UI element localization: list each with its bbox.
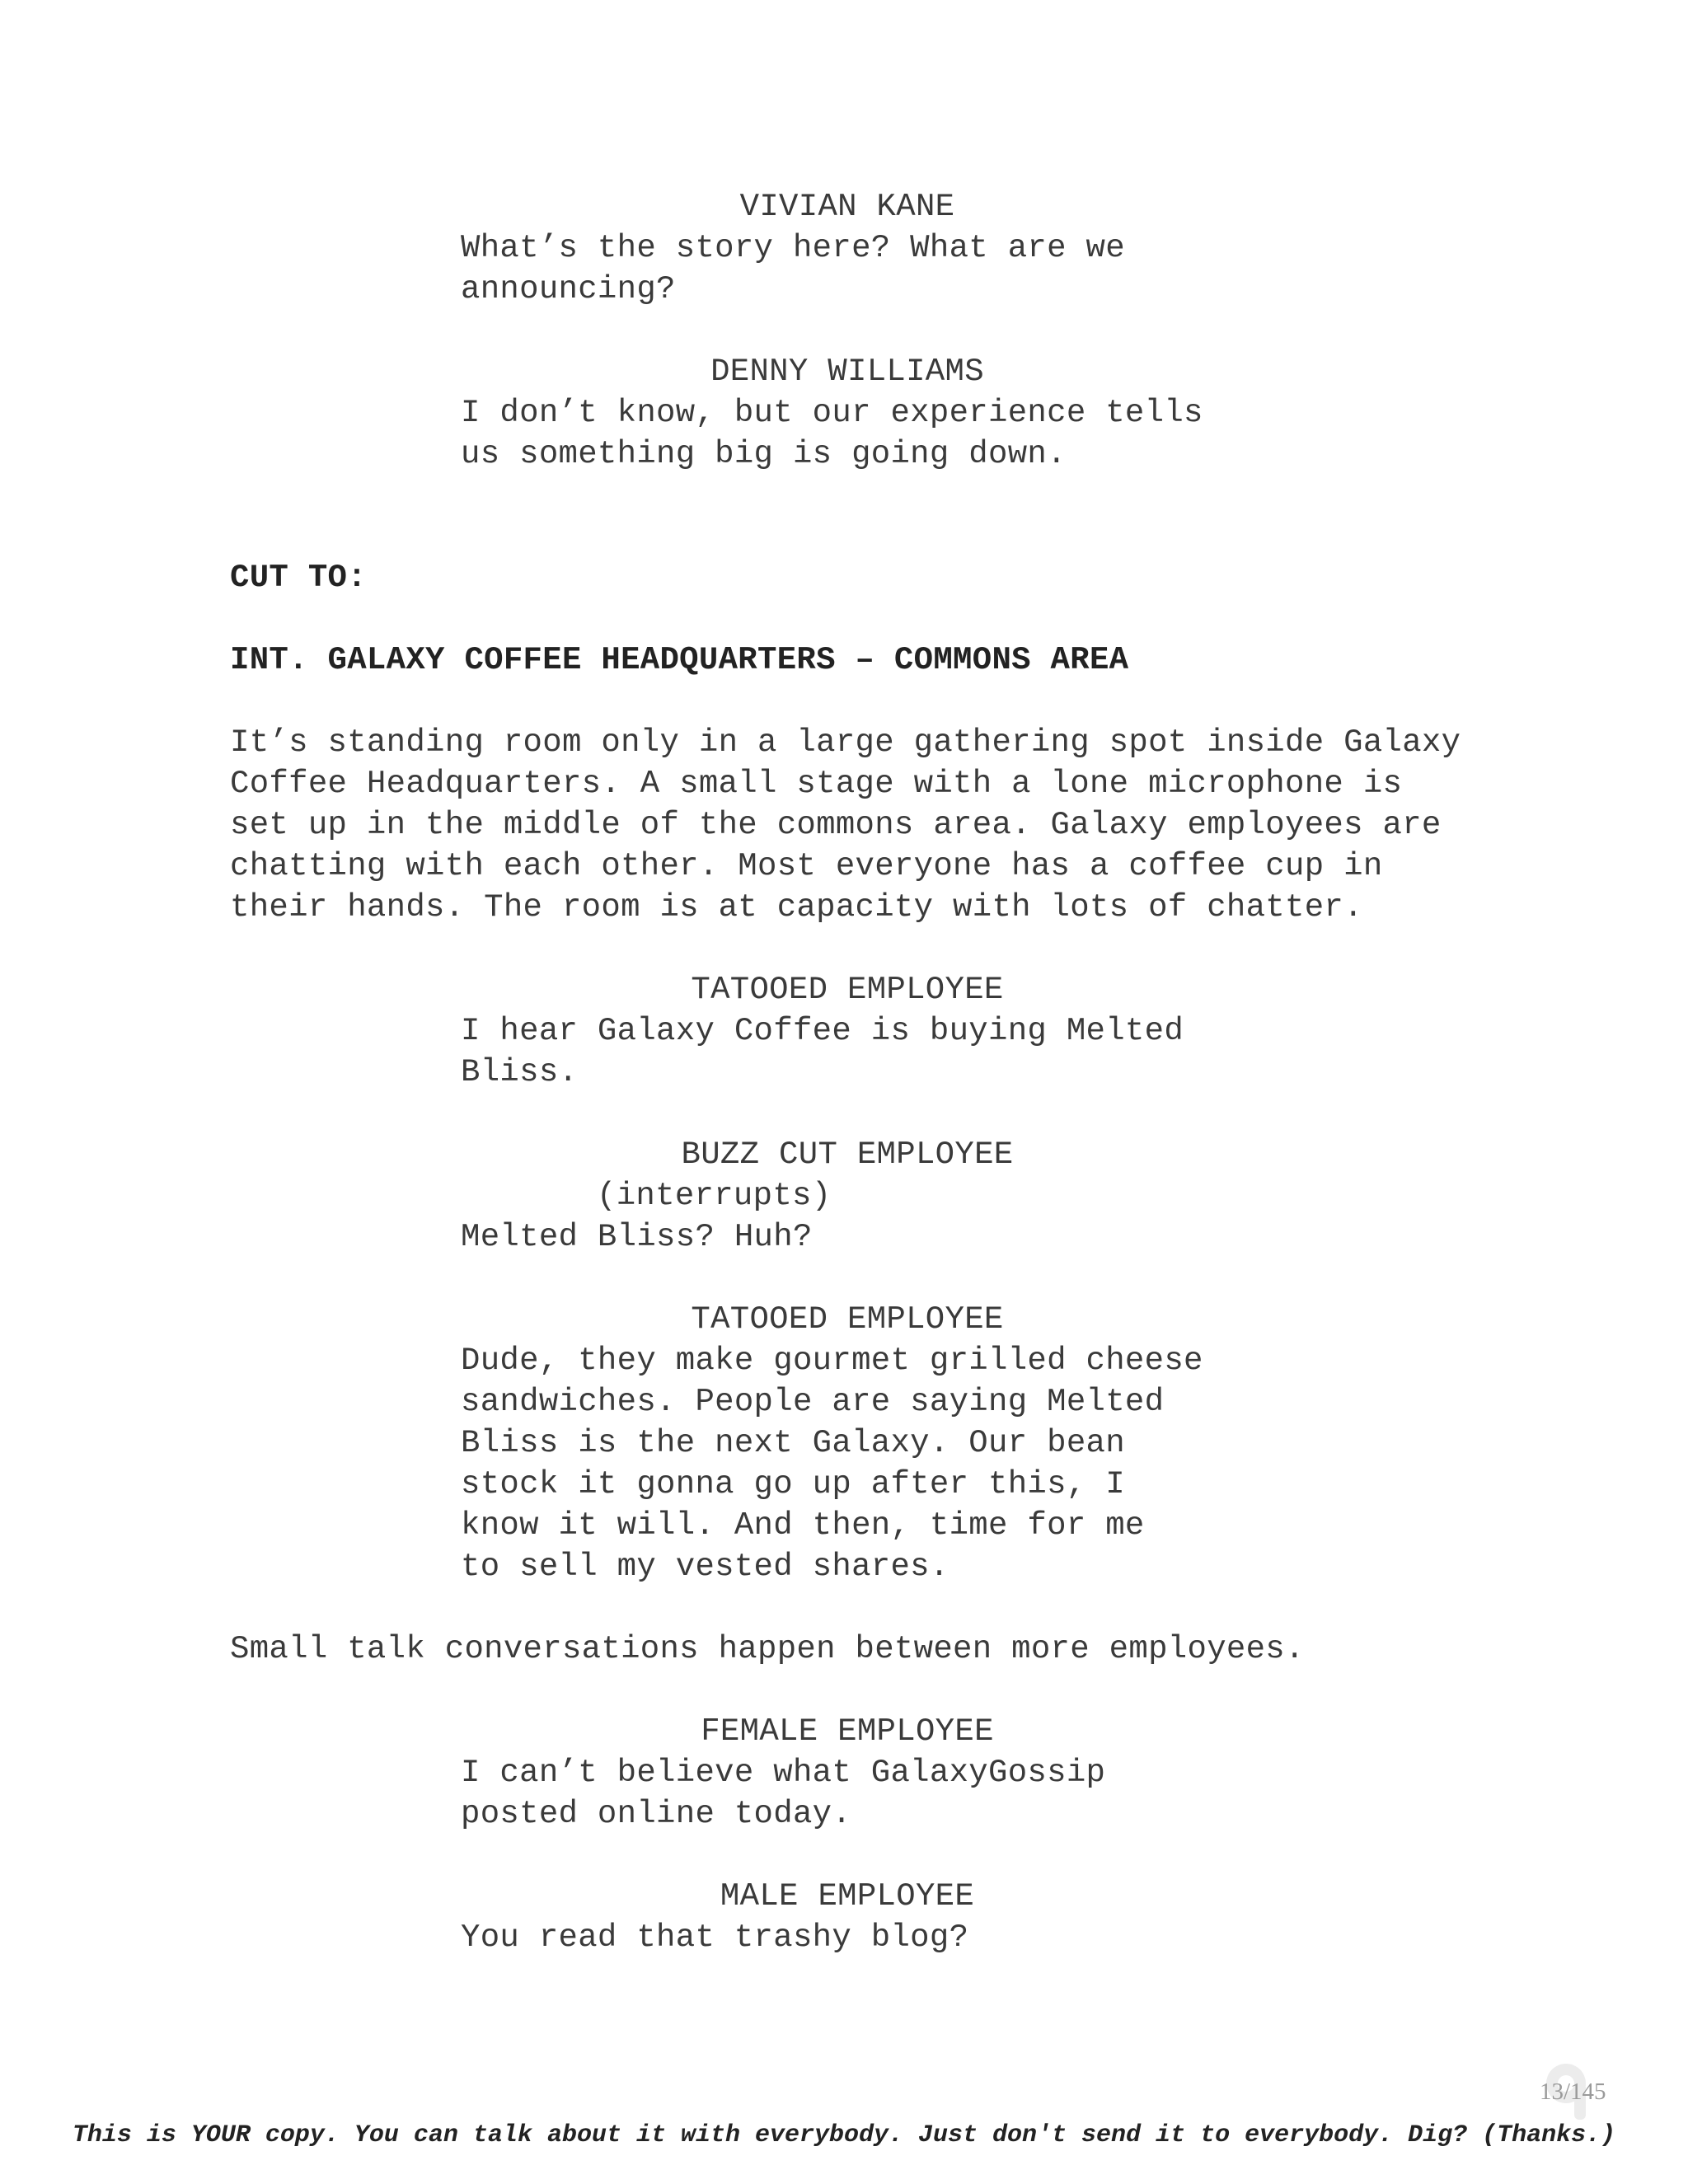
dialogue-line: I don’t know, but our experience tells bbox=[461, 395, 1203, 431]
dialogue-line: know it will. And then, time for me bbox=[461, 1507, 1145, 1544]
character-name: VIVIAN KANE bbox=[739, 189, 955, 225]
dialogue-line: to sell my vested shares. bbox=[461, 1549, 950, 1585]
page-number: 13/145 bbox=[1540, 2079, 1606, 2105]
character-name: TATOOED EMPLOYEE bbox=[691, 972, 1004, 1008]
copy-notice: This is YOUR copy. You can talk about it with everybody. Just don't send it to everybody. Dig? (Thanks.) bbox=[72, 2121, 1616, 2149]
dialogue-line: You read that trashy blog? bbox=[461, 1919, 969, 1956]
dialogue-line: announcing? bbox=[461, 271, 676, 307]
character-name: DENNY WILLIAMS bbox=[710, 354, 984, 390]
dialogue-line: Dude, they make gourmet grilled cheese bbox=[461, 1343, 1203, 1379]
action-line: set up in the middle of the commons area. Galaxy employees are bbox=[230, 807, 1442, 843]
character-name: MALE EMPLOYEE bbox=[720, 1878, 975, 1915]
dialogue-line: Bliss. bbox=[461, 1054, 579, 1090]
dialogue-line: Bliss is the next Galaxy. Our bean bbox=[461, 1425, 1125, 1461]
character-name: TATOOED EMPLOYEE bbox=[691, 1301, 1004, 1338]
action-line: Coffee Headquarters. A small stage with a lone microphone is bbox=[230, 766, 1403, 802]
character-name: BUZZ CUT EMPLOYEE bbox=[681, 1137, 1014, 1173]
dialogue-line: I can’t believe what GalaxyGossip bbox=[461, 1755, 1106, 1791]
character-name: FEMALE EMPLOYEE bbox=[701, 1713, 994, 1750]
scene-heading: INT. GALAXY COFFEE HEADQUARTERS – COMMONS AREA bbox=[230, 642, 1129, 678]
transition: CUT TO: bbox=[230, 560, 367, 596]
action-line: It’s standing room only in a large gathering spot inside Galaxy bbox=[230, 724, 1461, 761]
parenthetical: (interrupts) bbox=[597, 1178, 832, 1214]
dialogue-line: Melted Bliss? Huh? bbox=[461, 1219, 813, 1255]
action-line: their hands. The room is at capacity with lots of chatter. bbox=[230, 889, 1363, 926]
dialogue-line: us something big is going down. bbox=[461, 436, 1067, 472]
dialogue-line: stock it gonna go up after this, I bbox=[461, 1466, 1125, 1502]
dialogue-line: sandwiches. People are saying Melted bbox=[461, 1384, 1165, 1420]
action-line: chatting with each other. Most everyone has a coffee cup in bbox=[230, 848, 1383, 884]
dialogue-line: posted online today. bbox=[461, 1796, 852, 1832]
dialogue-line: I hear Galaxy Coffee is buying Melted bbox=[461, 1013, 1184, 1049]
dialogue-line: What’s the story here? What are we bbox=[461, 230, 1125, 266]
action-line: Small talk conversations happen between more employees. bbox=[230, 1631, 1305, 1667]
